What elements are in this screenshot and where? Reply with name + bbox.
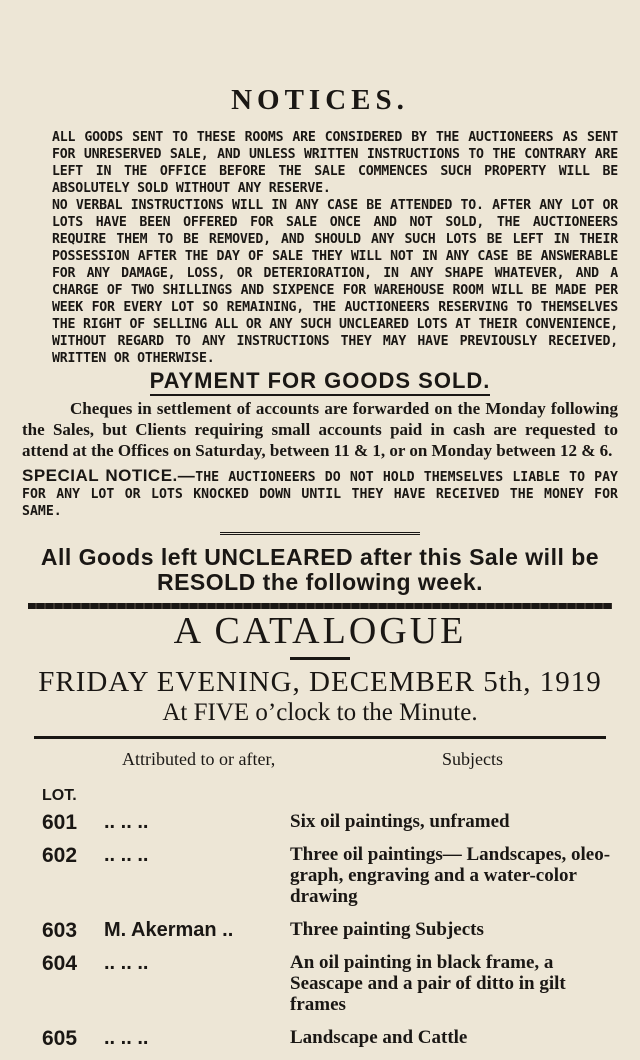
lot-artist: .. .. .. xyxy=(104,952,149,974)
notices-block xyxy=(22,129,618,367)
lot-subject: Landscape and Cattle xyxy=(290,1027,468,1048)
payment-text: Cheques in settlement of accounts are forwarded on the Monday following the Sales, but Clients requiring small accounts paid in cash are requested to attend at the Offices on Saturday, between 11 & 1, or on Monday between 12 & 6. xyxy=(22,399,618,460)
lot-row xyxy=(22,811,618,832)
special-notice xyxy=(22,467,618,520)
lot-subject: Three oil paintings— Landscapes, oleo-graph, engraving and a water-color drawing xyxy=(290,844,611,907)
column-headers xyxy=(22,749,618,773)
page-title: NOTICES. xyxy=(231,84,409,116)
lot-subject: Three painting Subjects xyxy=(290,919,484,940)
lot-number: 601 xyxy=(42,811,78,834)
lot-artist: .. .. .. xyxy=(104,1027,149,1049)
notice-verbal-instructions: NO VERBAL INSTRUCTIONS WILL IN ANY CASE BE ATTENDED TO. AFTER ANY LOT OR LOTS HAVE BEEN OFFERED FOR SALE ONCE AND NOT SOLD, THE AUCTIONEERS REQUIRE THEM TO BE REMOVED, AND SHOULD ANY SUCH LOTS BE LEFT IN THEIR POSSESSION AFTER THE DAY OF SALE THEY WILL NOT IN ANY CASE BE ANSWERABLE FOR ANY DAMAGE, LOSS, OR DETERIORATION, IN ANY SHAPE WHATEVER, AND A CHARGE OF TWO SHILLINGS AND SIXPENCE FOR WAREHOUSE ROOM WILL BE MADE PER WEEK FOR EVERY LOT SO REMAINING, THE AUCTIONEERS RESERVING TO THEMSELVES THE RIGHT OF SELLING ALL OR ANY SUCH UNCLEARED LOTS AT THEIR CONVENIENCE, WITHOUT REGARD TO ANY INSTRUCTIONS THEY MAY HAVE PREVIOUSLY RECEIVED, WRITTEN OR OTHERWISE. xyxy=(52,198,618,366)
catalogue-title: A CATALOGUE xyxy=(173,610,467,652)
lot-row xyxy=(22,1027,618,1048)
sale-time: At FIVE o’clock to the Minute. xyxy=(162,699,478,726)
notice-unreserved-sale: ALL GOODS SENT TO THESE ROOMS ARE CONSIDERED BY THE AUCTIONEERS AS SENT FOR UNRESERVED SALE, AND UNLESS WRITTEN INSTRUCTIONS TO THE CONTRARY ARE LEFT IN THE OFFICE BEFORE THE SALE COMMENCES SUCH PROPERTY WILL BE ABSOLUTELY SOLD WITHOUT ANY RESERVE. xyxy=(52,130,618,196)
divider-small xyxy=(290,657,350,660)
lot-list xyxy=(22,811,618,1048)
lot-row xyxy=(22,844,618,907)
lot-number: 603 xyxy=(42,919,78,942)
lot-number: 605 xyxy=(42,1027,78,1050)
divider-thick xyxy=(28,603,612,609)
catalogue-page xyxy=(22,0,618,1060)
divider xyxy=(220,532,420,535)
lot-subject: Six oil paintings, unframed xyxy=(290,811,510,832)
lot-number: 602 xyxy=(42,844,78,867)
lot-row xyxy=(22,952,618,1015)
divider-heavy xyxy=(34,736,606,739)
lot-label: LOT. xyxy=(42,787,77,804)
header-subjects: Subjects xyxy=(442,749,503,769)
special-notice-lead: SPECIAL NOTICE.— xyxy=(22,466,196,485)
special-notice-text: THE AUCTIONEERS DO NOT HOLD THEMSELVES LIABLE TO PAY FOR ANY LOT OR LOTS KNOCKED DOWN UNTIL THEY HAVE RECEIVED THE MONEY FOR SAME. xyxy=(22,470,618,519)
lot-row xyxy=(22,919,618,940)
lot-artist: .. .. .. xyxy=(104,844,149,866)
header-attributed: Attributed to or after, xyxy=(122,749,276,769)
payment-heading-text: PAYMENT FOR GOODS SOLD. xyxy=(150,369,491,396)
uncleared-notice: All Goods left UNCLEARED after this Sale will be RESOLD the following week. xyxy=(40,544,600,595)
payment-heading xyxy=(22,369,618,396)
lot-number: 604 xyxy=(42,952,78,975)
lot-artist: M. Akerman .. xyxy=(104,919,234,941)
lot-artist: .. .. .. xyxy=(104,811,149,833)
sale-date: FRIDAY EVENING, DECEMBER 5th, 1919 xyxy=(38,666,602,698)
lot-subject: An oil painting in black frame, a Seascape and a pair of ditto in gilt frames xyxy=(290,952,566,1015)
